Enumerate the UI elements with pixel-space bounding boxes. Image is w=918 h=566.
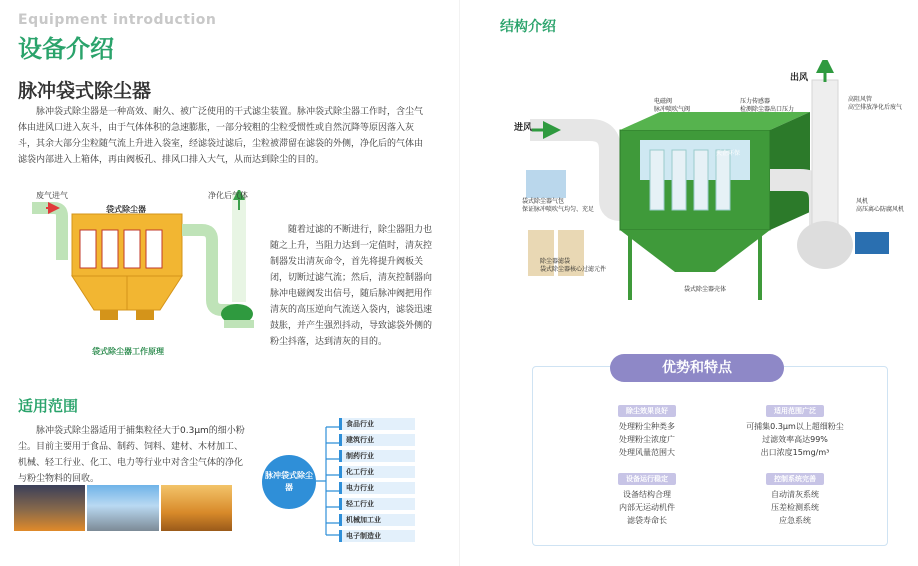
advantage-group (720, 398, 870, 459)
structure-title: 结构介绍 (500, 19, 556, 35)
advantage-line: 出口浓度15mg/m³ (760, 448, 830, 457)
advantage-tag: 除尘效果良好 (618, 405, 676, 417)
factory-photo (87, 485, 158, 531)
cartridge-callout: 除尘器滤袋 袋式除尘器核心过滤元件 (540, 258, 607, 273)
advantage-tag: 控制系统完善 (766, 473, 824, 485)
brand-plate: 天企环保 (716, 150, 741, 157)
advantages-title: 优势和特点 (610, 354, 784, 382)
diagram-unit-label: 袋式除尘器 (106, 205, 146, 214)
advantage-group (720, 466, 870, 527)
diagram-outlet-label: 净化后气体 (208, 191, 248, 200)
industry-item: 化工行业 (339, 466, 415, 478)
refinery-photo (14, 485, 85, 531)
sensor-callout: 压力传感器 检测除尘器出口压力 (740, 98, 795, 113)
machine-inlet-label: 进风 (514, 123, 533, 133)
section-title: 设备介绍 (18, 35, 114, 63)
advantage-group (572, 466, 722, 527)
advantage-tag: 设备运行稳定 (618, 473, 676, 485)
advantage-line: 可捕集0.3μm以上超细粉尘 (746, 422, 844, 431)
advantage-line: 自动清灰系统 (771, 490, 819, 499)
scope-title: 适用范围 (18, 397, 79, 415)
intro-paragraph: 脉冲袋式除尘器是一种高效、耐久、被广泛使用的干式滤尘装置。脉冲袋式除尘器工作时，含尘气体由进风口进入灰斗，由于气体体积的急速膨胀，一部分较粗的尘粒受惯性或自然沉降等原因落入灰斗，其余大部分尘粒随气流上升进入袋室，经滤袋过滤后，尘粒被滞留在滤袋的外侧，净化后的气体由滤袋内部进入上箱体，再由阀板孔、排风口排入大气，从而达到除尘的目的。 (18, 107, 424, 165)
working-principle-diagram (32, 190, 262, 360)
fan-callout: 风机 高压离心防腐风机 (856, 198, 905, 213)
industry-item: 电子制造业 (339, 530, 415, 542)
hub-label: 脉冲袋式除尘器 (265, 471, 313, 492)
industry-item: 制药行业 (339, 450, 415, 462)
advantage-line: 滤袋寿命长 (627, 516, 667, 525)
advantage-line: 压差检测系统 (771, 503, 819, 512)
product-title: 脉冲袋式除尘器 (18, 80, 152, 102)
valve-callout: 电磁阀 脉冲喷吹气阀 (654, 98, 691, 113)
advantage-line: 处理粉尘浓度广 (619, 435, 675, 444)
cleaning-process-paragraph: 随着过滤的不断进行，除尘器阻力也随之上升，当阻力达到一定值时，清灰控制器发出清灰命令，首先将提升阀板关闭，切断过滤气流；然后，清灰控制器向脉冲电磁阀发出信号，随后脉冲阀把用作清灰的高压逆向气流送入袋内，滤袋迅速鼓胀，并产生强烈抖动，导致滤袋外侧的粉尘抖落，达到清灰的目的。 (270, 225, 433, 347)
advantage-line: 设备结构合理 (623, 490, 671, 499)
industry-hub-circle (262, 455, 316, 509)
scope-paragraph: 脉冲袋式除尘器适用于捕集粒径大于0.3μm的细小粉尘。目前主要用于食品、制药、饲料、建材、木材加工、机械、轻工行业、化工、电力等行业中对含尘气体的净化与粉尘物料的回收。 (18, 426, 245, 484)
filter-bag-callout: 袋式除尘器气包 保证脉冲喷吹气均匀、充足 (522, 198, 595, 213)
advantage-line: 处理风量范围大 (619, 448, 675, 457)
section-eyebrow: Equipment introduction (18, 12, 217, 28)
industry-item: 轻工行业 (339, 498, 415, 510)
advantage-line: 应急系统 (779, 516, 811, 525)
stack-callout: 高阻风管 高空排放净化后废气 (848, 96, 903, 111)
advantage-line: 处理粉尘种类多 (619, 422, 675, 431)
advantage-tag: 适用范围广泛 (766, 405, 824, 417)
machine-outlet-label: 出风 (790, 73, 809, 83)
diagram-caption: 袋式除尘器工作原理 (92, 347, 164, 356)
industry-item: 机械加工业 (339, 514, 415, 526)
industry-item: 食品行业 (339, 418, 415, 430)
advantage-line: 过滤效率高达99% (762, 435, 828, 444)
industry-item: 电力行业 (339, 482, 415, 494)
industry-item: 建筑行业 (339, 434, 415, 446)
page-divider (459, 0, 460, 566)
industry-photo-strip (14, 485, 232, 531)
housing-callout: 袋式除尘器壳体 (684, 286, 727, 293)
plant-photo (161, 485, 232, 531)
advantage-line: 内部无运动机件 (619, 503, 675, 512)
advantage-group (572, 398, 722, 459)
diagram-inlet-label: 废气进气 (36, 191, 68, 200)
